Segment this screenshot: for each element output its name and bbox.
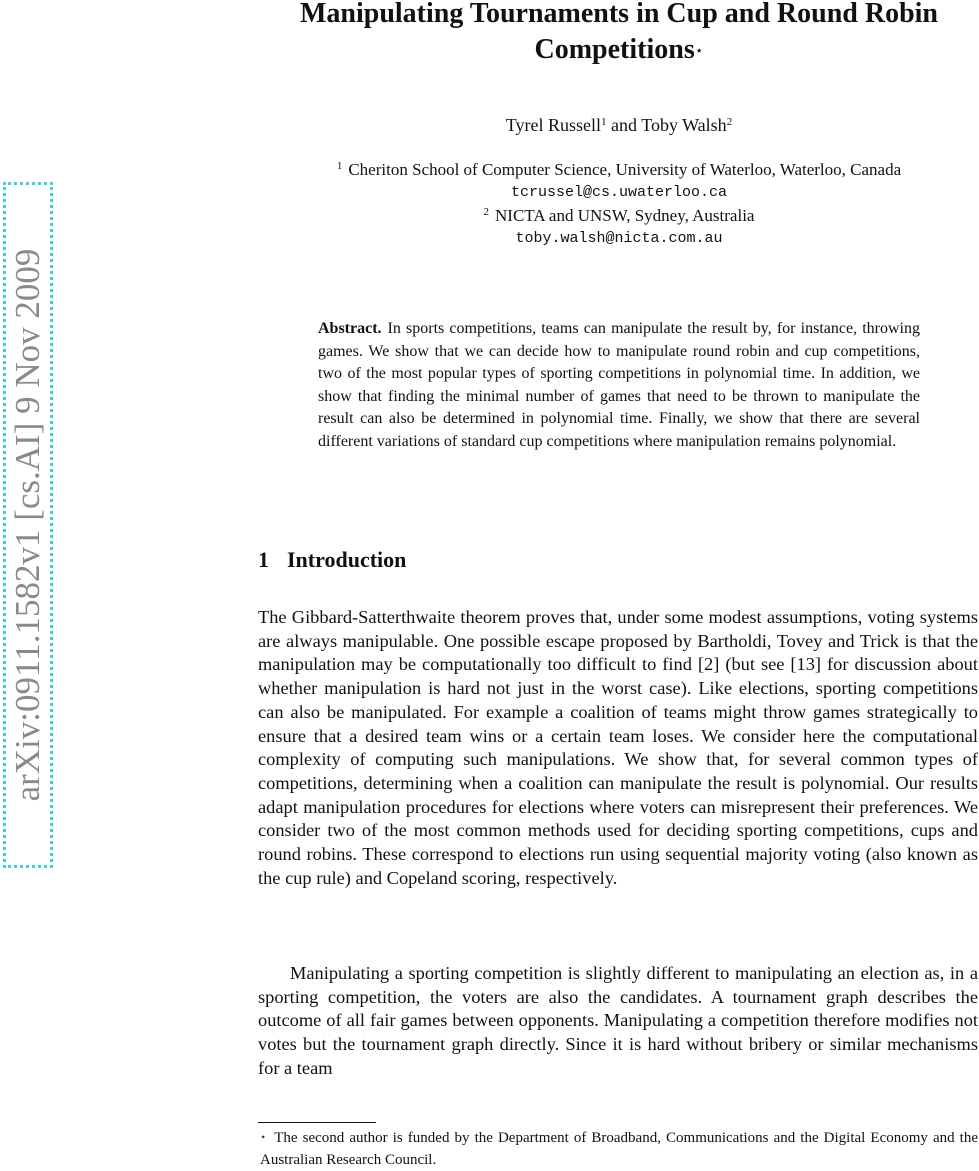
footnote-text: The second author is funded by the Department of Broadband, Communications and the Digital Economy and the Australian Research Council. — [260, 1130, 978, 1168]
footnote-rule — [258, 1122, 376, 1123]
affil-text: NICTA and UNSW, Sydney, Australia — [495, 206, 755, 225]
paper-title — [258, 0, 979, 68]
abstract-label: Abstract. — [318, 320, 382, 337]
author-email[interactable]: tcrussel@cs.uwaterloo.ca — [510, 184, 728, 201]
title-footnote-mark: ⋆ — [694, 44, 704, 59]
body-paragraph: Manipulating a sporting competition is slightly different to manipulating an election as, in a sporting competition, the voters are also the candidates. A tournament graph describes the outcome of all fair games between opponents. Manipulating a competition therefore modifies not votes but the tournament graph directly. Since it is hard without bribery or similar mechanisms for a team — [258, 963, 978, 1078]
arxiv-stamp[interactable]: arXiv:0911.1582v1 [cs.AI] 9 Nov 2009 — [8, 248, 47, 802]
section-title: Introduction — [287, 547, 407, 572]
abstract-text: In sports competitions, teams can manipulate the result by, for instance, throwing games. We show that we can decide how to manipulate round robin and cup competitions, two of the most popular types of sporting competitions in polynomial time. In addition, we show that finding the minimal number of games that need to be thrown to manipulate the result can also be determined in polynomial time. Finally, we show that there are several different variations of standard cup competitions where manipulation remains polynomial. — [318, 320, 920, 450]
section-number: 1 — [258, 547, 269, 572]
title-text: Manipulating Tournaments in Cup and Round Robin Competitions — [299, 0, 939, 65]
author-name: Toby Walsh — [641, 115, 727, 135]
abstract — [318, 318, 920, 454]
author-affil-mark: 2 — [726, 116, 733, 128]
affiliation — [258, 158, 979, 181]
author-affil-mark: 1 — [601, 116, 607, 128]
footnote — [260, 1127, 978, 1171]
author-line — [258, 113, 979, 137]
footnote-mark: ⋆ — [260, 1132, 267, 1143]
body-paragraph: The Gibbard-Satterthwaite theorem proves that, under some modest assumptions, voting systems are always manipulable. One possible escape proposed by Bartholdi, Tovey and Trick is that the manipulation may be computationally too difficult to find [2] (but see [13] for discussion about whether manipulation is hard not just in the worst case). Like elections, sporting competitions can also be manipulated. For example a coalition of teams might throw games strategically to ensure that a desired team wins or a certain team loses. We consider here the computational complexity of computing such manipulations. We show that, for several common types of competitions, determining when a coalition can manipulate the result is polynomial. Our results adapt manipulation procedures for elections where voters can misrepresent their preferences. We consider two of the most common methods used for deciding sporting competitions, cups and round robins. These correspond to elections run using sequential majority voting (also known as the cup rule) and Copeland scoring, respectively. — [258, 607, 978, 888]
affiliation — [258, 204, 979, 227]
author-email[interactable]: toby.walsh@nicta.com.au — [515, 230, 723, 247]
affil-mark: 2 — [483, 206, 490, 218]
affil-mark: 1 — [336, 160, 343, 172]
author-joiner: and — [611, 115, 638, 135]
section-heading — [258, 547, 406, 573]
affil-text: Cheriton School of Computer Science, University of Waterloo, Waterloo, Canada — [348, 160, 902, 179]
author-name: Tyrel Russell — [505, 115, 602, 135]
